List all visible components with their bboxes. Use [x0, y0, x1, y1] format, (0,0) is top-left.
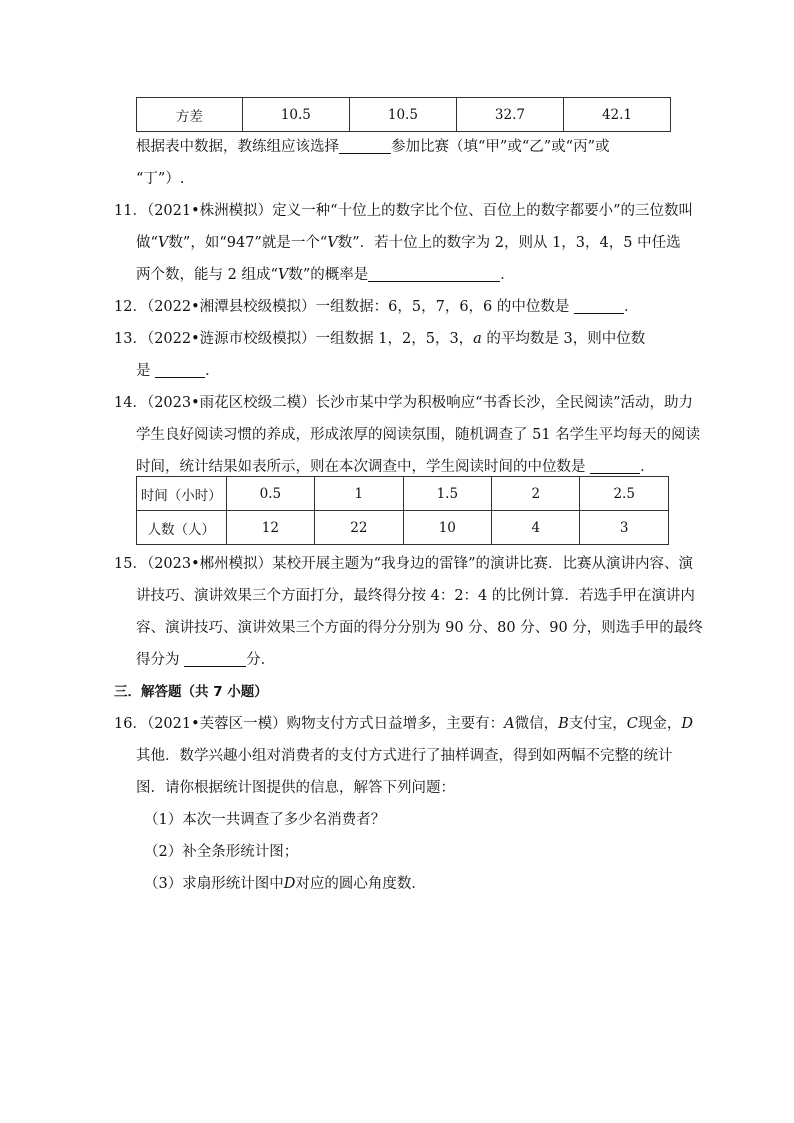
table-cell: 2: [492, 477, 580, 511]
table-cell: 12: [226, 511, 314, 545]
text: 12．（2022•湘潭县校级模拟）一组数据：6，5，7，6，6 的中位数是: [114, 299, 570, 315]
table-cell: 3: [580, 511, 669, 545]
section-heading: 三．解答题（共 7 小题）: [114, 684, 268, 700]
table-cell: 1: [315, 477, 403, 511]
text: 对应的圆心角度数．: [295, 876, 426, 892]
q16-line3: 图．请你根据统计图提供的信息，解答下列问题：: [136, 780, 455, 796]
variable: B: [558, 716, 569, 732]
text: 做“: [136, 235, 158, 251]
text: 16．（2021•芙蓉区一模）购物支付方式日益增多，主要有：: [114, 716, 505, 732]
text: 数”．若十位上的数字为 2，则从 1，3，4，5 中任选: [337, 235, 681, 251]
text: 的平均数是 3，则中位数: [481, 331, 646, 347]
q10-text: [136, 137, 609, 157]
q15-line4: [136, 650, 275, 670]
text: 微信，: [514, 716, 559, 732]
variable: C: [626, 716, 638, 732]
text: 支付宝，: [568, 716, 627, 732]
answer-blank: [590, 457, 640, 474]
q14-line2: 学生良好阅读习惯的养成，形成浓厚的阅读氛围，随机调查了 51 名学生平均每天的阅读: [136, 427, 701, 443]
table-row: [137, 511, 669, 545]
table-cell: 10.5: [242, 98, 349, 132]
q14-line3: [136, 457, 655, 477]
q16-sub1: （1）本次一共调查了多少名消费者？: [144, 812, 386, 828]
table-cell: 2.5: [580, 477, 669, 511]
text: ．: [624, 299, 639, 315]
q13-line2: [136, 361, 220, 381]
text: 时间，统计结果如表所示，则在本次调查中，学生阅读时间的中位数是: [136, 459, 586, 475]
variable: D: [283, 876, 296, 892]
q15-line3: 容、演讲技巧、演讲效果三个方面的得分分别为 90 分、80 分、90 分，则选手甲的最终: [136, 620, 703, 636]
table-cell: 22: [315, 511, 403, 545]
table-cell: 方差: [137, 98, 243, 132]
text: ．: [500, 267, 515, 283]
text: 是: [136, 363, 151, 379]
table-header-cell: 时间（小时）: [137, 477, 227, 511]
table-cell: 0.5: [226, 477, 314, 511]
text: 分．: [246, 652, 276, 668]
answer-blank: [339, 137, 391, 154]
table-cell: 10: [403, 511, 491, 545]
variable: a: [473, 331, 482, 347]
text: （3）求扇形统计图中: [144, 876, 284, 892]
answer-blank: [574, 297, 624, 314]
table-cell: 42.1: [563, 98, 670, 132]
q11-line3: [136, 265, 515, 285]
table-cell: 1.5: [403, 477, 491, 511]
text: 13．（2022•涟源市校级模拟）一组数据 1，2，5，3，: [114, 331, 474, 347]
answer-blank: [368, 265, 500, 282]
text: 参加比赛（填“甲”或“乙”或“丙”或: [391, 139, 610, 155]
variable: V: [327, 235, 338, 251]
q16-sub2: （2）补全条形统计图；: [144, 844, 299, 860]
text: 两个数，能与 2 组成“: [136, 267, 278, 283]
text: ．: [640, 459, 655, 475]
reading-time-table: [136, 476, 669, 545]
text: 数”，如“947”就是一个“: [168, 235, 328, 251]
q15-line2: 讲技巧、演讲效果三个方面打分，最终得分按 4：2：4 的比例计算．若选手甲在演讲内: [136, 588, 695, 604]
q14-line1: 14．（2023•雨花区校级二模）长沙市某中学为积极响应“书香长沙，全民阅读”活动，助力: [114, 395, 693, 411]
table-cell: 10.5: [349, 98, 456, 132]
variable: V: [157, 235, 169, 251]
table-cell: 32.7: [456, 98, 563, 132]
q16-sub3: [144, 874, 426, 894]
variable: V: [277, 267, 289, 283]
variance-table: [136, 97, 671, 132]
q15-line1: 15．（2023•郴州模拟）某校开展主题为“我身边的雷锋”的演讲比赛．比赛从演讲内容、演: [114, 556, 693, 572]
table-header-cell: 人数（人）: [137, 511, 227, 545]
variable: D: [681, 716, 694, 732]
q13-line1: [114, 329, 645, 349]
text: 数”的概率是: [288, 267, 369, 283]
text: 得分为: [136, 652, 180, 668]
q11-line2: [136, 233, 681, 253]
text: ．: [205, 363, 220, 379]
text: 根据表中数据，教练组应该选择: [136, 139, 339, 155]
q16-line1: [114, 714, 693, 734]
table-cell: 4: [492, 511, 580, 545]
table-row: [137, 477, 669, 511]
q10-text-end: “丁”）.: [136, 171, 185, 187]
text: 现金，: [637, 716, 682, 732]
answer-blank: [184, 650, 246, 667]
q11-line1: 11．（2021•株洲模拟）定义一种“十位上的数字比个位、百位上的数字都要小”的三位数叫: [114, 203, 693, 219]
table-row: [137, 98, 671, 132]
variable: A: [504, 716, 515, 732]
q12-line: [114, 297, 639, 317]
answer-blank: [155, 361, 205, 378]
q16-line2: 其他．数学兴趣小组对消费者的支付方式进行了抽样调查，得到如两幅不完整的统计: [136, 748, 673, 764]
